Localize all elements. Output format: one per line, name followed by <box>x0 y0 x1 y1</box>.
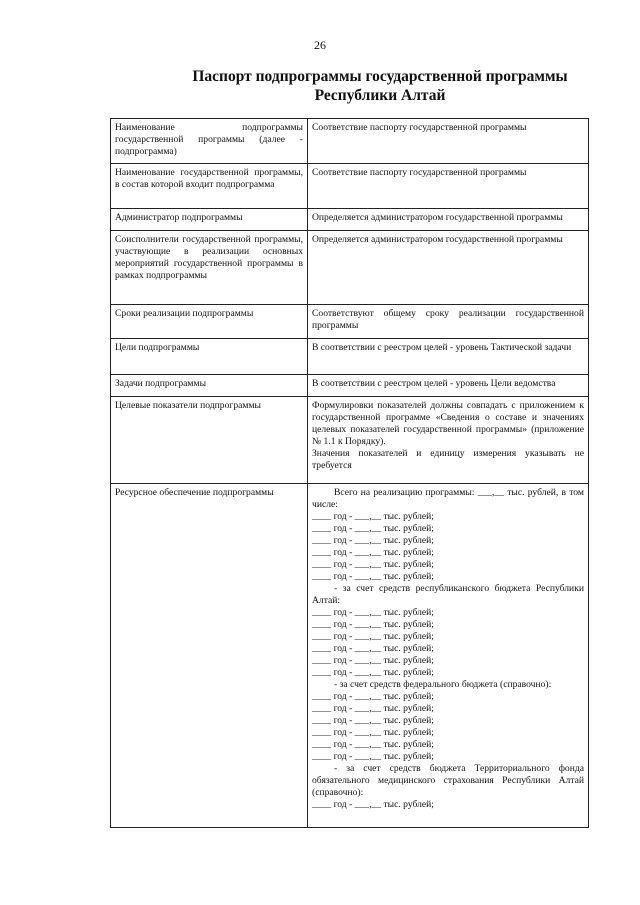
row-value: В соответствии с реестром целей - уровень Тактической задачи <box>308 339 589 375</box>
table-row <box>111 484 589 828</box>
row-value: В соответствии с реестром целей - уровень Цели ведомства <box>308 375 589 397</box>
page-title-line-1: Паспорт подпрограммы государственной программы <box>192 68 568 85</box>
resource-year-line: ____ год - ___,__ тыс. рублей; <box>312 739 434 750</box>
row-label: Соисполнители государственной программы, участвующие в реализации основных мероприятий государственной программы в рамках подпрограммы <box>111 231 308 305</box>
row-label: Целевые показатели подпрограммы <box>111 397 308 484</box>
table-row <box>111 305 589 339</box>
resource-year-line: ____ год - ___,__ тыс. рублей; <box>312 667 434 678</box>
resource-year-line: ____ год - ___,__ тыс. рублей; <box>312 619 434 630</box>
resource-year-line: ____ год - ___,__ тыс. рублей; <box>312 703 434 714</box>
resource-year-line: ____ год - ___,__ тыс. рублей; <box>312 535 434 546</box>
resource-year-line: ____ год - ___,__ тыс. рублей; <box>312 643 434 654</box>
row-value: Соответствуют общему сроку реализации государственной программы <box>308 305 589 339</box>
row-value: Определяется администратором государственной программы <box>308 209 589 231</box>
resource-year-line: ____ год - ___,__ тыс. рублей; <box>312 799 434 810</box>
passport-table <box>110 118 589 828</box>
row-value: Соответствие паспорту государственной программы <box>308 164 589 209</box>
resource-year-line: ____ год - ___,__ тыс. рублей; <box>312 751 434 762</box>
row-label: Цели подпрограммы <box>111 339 308 375</box>
row-value: Соответствие паспорту государственной программы <box>308 119 589 164</box>
resource-federal-heading: - за счет средств федерального бюджета (справочно): <box>334 679 552 690</box>
row-label: Администратор подпрограммы <box>111 209 308 231</box>
resource-oms-heading: - за счет средств бюджета Территориального фонда обязательного медицинского страхования Республики Алтай (справочно): <box>312 763 584 798</box>
row-value-text: Формулировки показателей должны совпадать с приложением к государственной программе «Сведения о составе и значениях целевых показателей государственной программы» (приложение № 1.1 к Порядку). <box>312 400 584 447</box>
row-label: Наименование подпрограммы государственной программы (далее - подпрограмма) <box>111 119 308 164</box>
resource-year-line: ____ год - ___,__ тыс. рублей; <box>312 571 434 582</box>
resource-year-line: ____ год - ___,__ тыс. рублей; <box>312 607 434 618</box>
resource-year-line: ____ год - ___,__ тыс. рублей; <box>312 523 434 534</box>
resource-year-line: ____ год - ___,__ тыс. рублей; <box>312 655 434 666</box>
resource-label: Ресурсное обеспечение подпрограммы <box>111 484 308 828</box>
page-number: 26 <box>314 38 326 52</box>
resource-year-line: ____ год - ___,__ тыс. рублей; <box>312 631 434 642</box>
row-value <box>308 397 589 484</box>
row-value: Определяется администратором государственной программы <box>308 231 589 305</box>
table-row <box>111 339 589 375</box>
resource-year-line: ____ год - ___,__ тыс. рублей; <box>312 559 434 570</box>
resource-republic-heading: - за счет средств республиканского бюджета Республики Алтай: <box>312 583 584 606</box>
table-row <box>111 209 589 231</box>
table-row <box>111 397 589 484</box>
resource-year-line: ____ год - ___,__ тыс. рублей; <box>312 511 434 522</box>
resource-value <box>308 484 589 828</box>
page-title <box>140 67 620 105</box>
resource-total: Всего на реализацию программы: ___,__ тыс. рублей, в том числе: <box>312 487 584 510</box>
row-label: Задачи подпрограммы <box>111 375 308 397</box>
resource-year-line: ____ год - ___,__ тыс. рублей; <box>312 715 434 726</box>
table-row <box>111 375 589 397</box>
page-title-line-2: Республики Алтай <box>314 87 446 104</box>
resource-year-line: ____ год - ___,__ тыс. рублей; <box>312 691 434 702</box>
table-row <box>111 164 589 209</box>
row-label: Наименование государственной программы, в состав которой входит подпрограмма <box>111 164 308 209</box>
resource-year-line: ____ год - ___,__ тыс. рублей; <box>312 727 434 738</box>
row-value-note: Значения показателей и единицу измерения указывать не требуется <box>312 448 584 471</box>
table-row <box>111 119 589 164</box>
resource-year-line: ____ год - ___,__ тыс. рублей; <box>312 547 434 558</box>
row-label: Сроки реализации подпрограммы <box>111 305 308 339</box>
table-row <box>111 231 589 305</box>
